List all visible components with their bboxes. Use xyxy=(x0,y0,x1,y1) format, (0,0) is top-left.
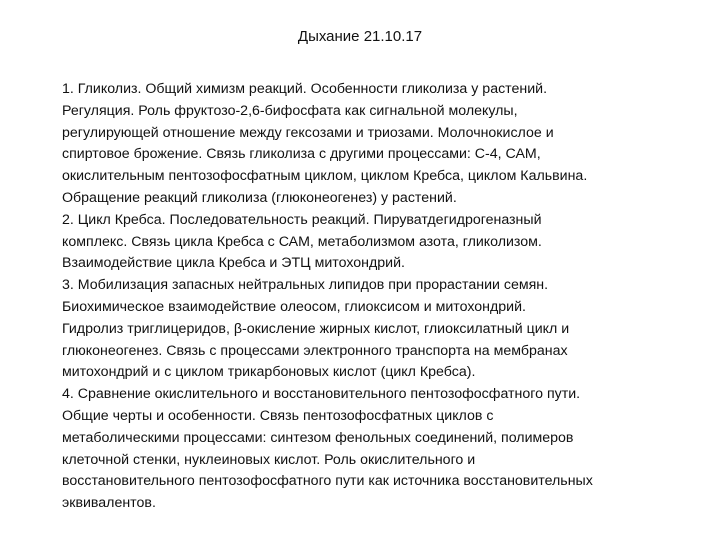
body-line: Регуляция. Роль фруктозо-2,6-бифосфата как сигнальной молекулы, xyxy=(62,102,518,119)
slide-body xyxy=(62,79,674,515)
body-line: Взаимодействие цикла Кребса и ЭТЦ митохондрий. xyxy=(62,255,405,272)
body-line: клеточной стенки, нуклеиновых кислот. Роль окислительного и xyxy=(62,451,476,468)
body-line: глюконеогенез. Связь с процессами электронного транспорта на мембранах xyxy=(62,342,568,359)
body-line: комплекс. Связь цикла Кребса с САМ, метаболизмом азота, гликолизом. xyxy=(62,233,542,250)
body-line: Обращение реакций гликолиза (глюконеогенез) у растений. xyxy=(62,189,457,206)
body-line: митохондрий и с циклом трикарбоновых кислот (цикл Кребса). xyxy=(62,364,476,381)
body-line: метаболическими процессами: синтезом фенольных соединений, полимеров xyxy=(62,429,574,446)
body-line: эквивалентов. xyxy=(62,495,156,512)
slide-title: Дыхание 21.10.17 xyxy=(297,28,423,45)
body-line: Общие черты и особенности. Связь пентозофосфатных циклов с xyxy=(62,407,494,424)
body-line: восстановительного пентозофосфатного пути как источника восстановительных xyxy=(62,473,593,490)
body-line: 2. Цикл Кребса. Последовательность реакций. Пируватдегидрогеназный xyxy=(62,211,542,228)
body-line: 4. Сравнение окислительного и восстановительного пентозофосфатного пути. xyxy=(62,386,581,403)
body-line: окислительным пентозофосфатным циклом, циклом Кребса, циклом Кальвина. xyxy=(62,168,588,185)
body-line: 3. Мобилизация запасных нейтральных липидов при прорастании семян. xyxy=(62,277,549,294)
body-line: 1. Гликолиз. Общий химизм реакций. Особенности гликолиза у растений. xyxy=(62,81,548,97)
body-line: спиртовое брожение. Связь гликолиза с другими процессами: С-4, САМ, xyxy=(62,146,541,163)
body-line: Биохимическое взаимодействие олеосом, глиоксисом и митохондрий. xyxy=(62,298,526,315)
body-line: Гидролиз триглицеридов, β-окисление жирных кислот, глиоксилатный цикл и xyxy=(62,320,570,337)
body-line: регулирующей отношение между гексозами и триозами. Молочнокислое и xyxy=(62,124,554,141)
